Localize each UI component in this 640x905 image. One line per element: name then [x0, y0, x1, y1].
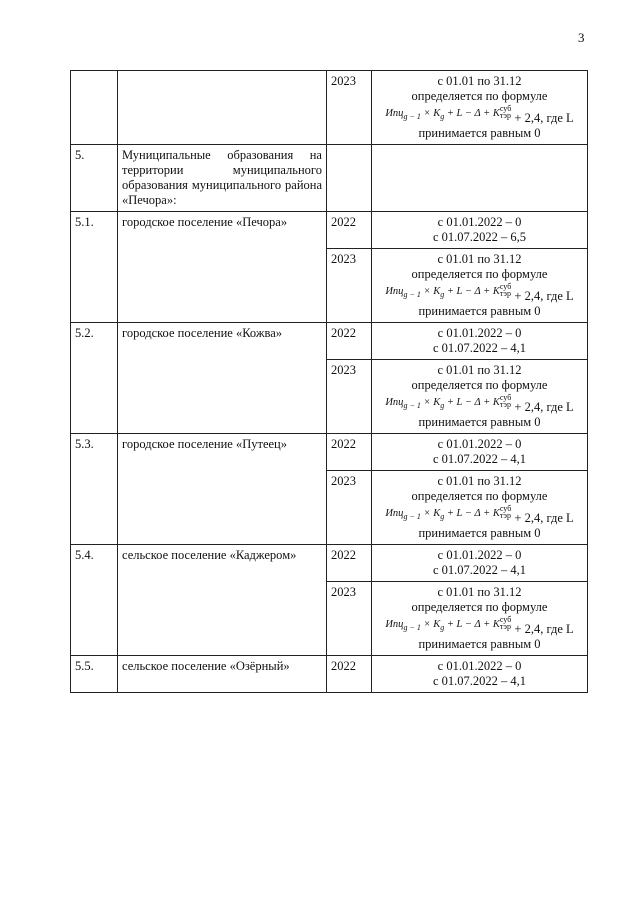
year-cell: 2022 — [327, 323, 372, 360]
row-number: 5.1. — [71, 212, 118, 323]
formula-caption: определяется по формуле — [411, 489, 548, 503]
year-cell: 2022 — [327, 212, 372, 249]
year-cell: 2022 — [327, 656, 372, 693]
table-row — [71, 323, 588, 360]
formula-note: принимается равным 0 — [418, 126, 541, 140]
formula-note: принимается равным 0 — [418, 526, 541, 540]
formula-caption: определяется по формуле — [411, 89, 548, 103]
formula-expression: Ипцg − 1 × Kg + L − Δ + K суб тэр — [385, 104, 512, 121]
formula — [376, 282, 583, 304]
year-cell: 2023 — [327, 471, 372, 545]
municipality-name: городское поселение «Печора» — [118, 212, 327, 323]
table-row — [71, 212, 588, 249]
formula-tail: + 2,4, где L — [514, 622, 574, 636]
value-cell — [372, 545, 588, 582]
row-number: 5. — [71, 145, 118, 212]
row-number: 5.5. — [71, 656, 118, 693]
date-line-2: с 01.07.2022 – 4,1 — [432, 341, 527, 355]
tariff-table — [70, 70, 588, 693]
page-number: 3 — [578, 30, 585, 45]
value-cell — [372, 145, 588, 212]
formula — [376, 615, 583, 637]
year-cell: 2023 — [327, 249, 372, 323]
formula-caption: определяется по формуле — [411, 600, 548, 614]
municipality-name — [118, 71, 327, 145]
date-line-1: с 01.01.2022 – 0 — [437, 326, 522, 340]
row-number: 5.3. — [71, 434, 118, 545]
value-cell — [372, 360, 588, 434]
value-cell — [372, 434, 588, 471]
year-cell: 2022 — [327, 434, 372, 471]
formula — [376, 104, 583, 126]
formula-tail: + 2,4, где L — [514, 511, 574, 525]
date-line-2: с 01.07.2022 – 4,1 — [432, 563, 527, 577]
period-line: с 01.01 по 31.12 — [437, 474, 522, 488]
formula-expression: Ипцg − 1 × Kg + L − Δ + K суб тэр — [385, 282, 512, 299]
date-line-1: с 01.01.2022 – 0 — [437, 437, 522, 451]
date-line-1: с 01.01.2022 – 0 — [437, 215, 522, 229]
municipality-name: Муниципальные образования на территории муниципального образования муниципального района «Печора»: — [118, 145, 327, 212]
period-line: с 01.01 по 31.12 — [437, 363, 522, 377]
formula-caption: определяется по формуле — [411, 267, 548, 281]
value-cell — [372, 71, 588, 145]
value-cell — [372, 656, 588, 693]
formula-tail: + 2,4, где L — [514, 289, 574, 303]
table-row — [71, 434, 588, 471]
period-line: с 01.01 по 31.12 — [437, 585, 522, 599]
period-line: с 01.01 по 31.12 — [437, 252, 522, 266]
municipality-name: сельское поселение «Каджером» — [118, 545, 327, 656]
date-line-2: с 01.07.2022 – 4,1 — [432, 674, 527, 688]
value-cell — [372, 471, 588, 545]
value-cell — [372, 323, 588, 360]
year-cell: 2023 — [327, 582, 372, 656]
formula-expression: Ипцg − 1 × Kg + L − Δ + K суб тэр — [385, 504, 512, 521]
table-row — [71, 656, 588, 693]
date-line-2: с 01.07.2022 – 4,1 — [432, 452, 527, 466]
formula-caption: определяется по формуле — [411, 378, 548, 392]
row-number — [71, 71, 118, 145]
row-number: 5.4. — [71, 545, 118, 656]
formula-expression: Ипцg − 1 × Kg + L − Δ + K суб тэр — [385, 615, 512, 632]
table-row — [71, 545, 588, 582]
municipality-name: сельское поселение «Озёрный» — [118, 656, 327, 693]
formula-note: принимается равным 0 — [418, 415, 541, 429]
year-cell: 2022 — [327, 545, 372, 582]
formula-tail: + 2,4, где L — [514, 400, 574, 414]
table-row — [71, 145, 588, 212]
formula — [376, 393, 583, 415]
date-line-1: с 01.01.2022 – 0 — [437, 659, 522, 673]
year-cell: 2023 — [327, 360, 372, 434]
value-cell — [372, 249, 588, 323]
row-number: 5.2. — [71, 323, 118, 434]
value-cell — [372, 582, 588, 656]
formula-tail: + 2,4, где L — [514, 111, 574, 125]
formula-expression: Ипцg − 1 × Kg + L − Δ + K суб тэр — [385, 393, 512, 410]
date-line-1: с 01.01.2022 – 0 — [437, 548, 522, 562]
period-line: с 01.01 по 31.12 — [437, 74, 522, 88]
municipality-name: городское поселение «Кожва» — [118, 323, 327, 434]
year-cell: 2023 — [327, 71, 372, 145]
municipality-name: городское поселение «Путеец» — [118, 434, 327, 545]
table-row — [71, 71, 588, 145]
formula — [376, 504, 583, 526]
date-line-2: с 01.07.2022 – 6,5 — [432, 230, 527, 244]
formula-note: принимается равным 0 — [418, 304, 541, 318]
value-cell — [372, 212, 588, 249]
year-cell — [327, 145, 372, 212]
formula-note: принимается равным 0 — [418, 637, 541, 651]
